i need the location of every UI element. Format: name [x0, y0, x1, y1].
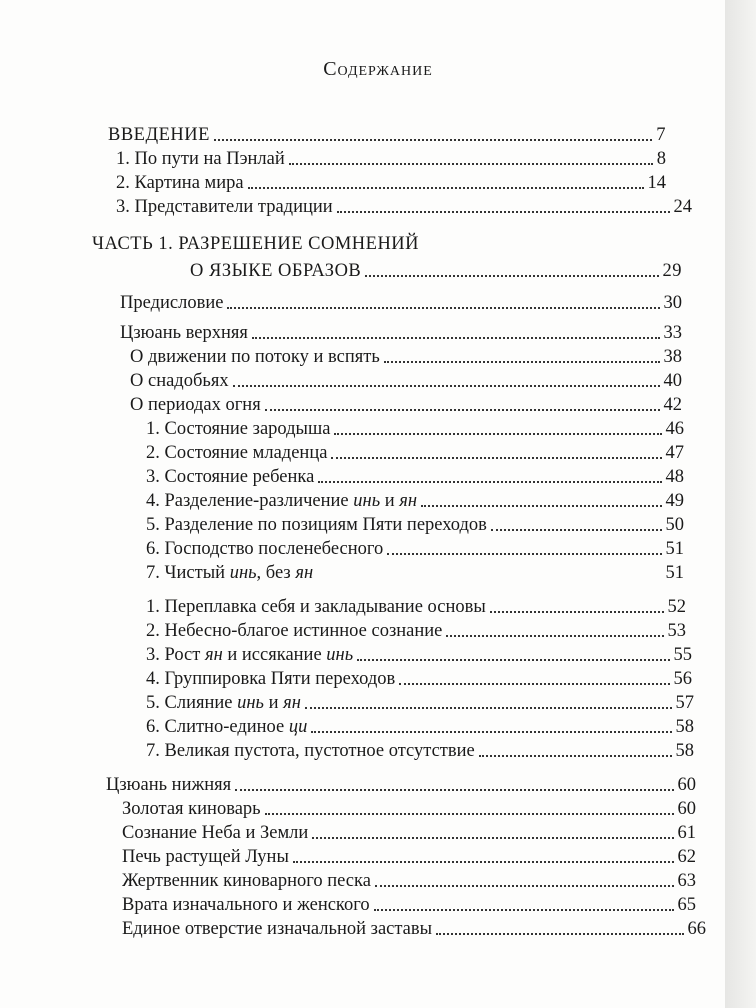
toc-item-label: 7. Чистый инь, без ян [146, 563, 314, 583]
toc-item-label: Печь растущей Луны [122, 847, 289, 867]
page-title: Содержание [323, 58, 433, 80]
toc-item-page: 53 [667, 621, 686, 641]
toc-fire-a-1 [146, 414, 684, 440]
page-edge [725, 0, 756, 1008]
toc-fire-a-4 [146, 486, 684, 512]
toc-item-page: 24 [673, 197, 692, 217]
toc-item-label: Предисловие [120, 293, 224, 313]
toc-part1 [190, 256, 682, 282]
toc-fire-b-3 [146, 640, 692, 666]
toc-item-page: 60 [677, 799, 696, 819]
toc-item-label: 5. Слияние инь и ян [146, 693, 301, 713]
toc-lower-item-5 [122, 890, 696, 916]
toc-lower-juan [106, 770, 696, 796]
toc-item-label: 3. Рост ян и иссякание инь [146, 645, 354, 665]
toc-lower-item-3 [122, 842, 696, 868]
toc-item-label: Сознание Неба и Земли [122, 823, 309, 843]
toc-item-page: 55 [673, 645, 692, 665]
toc-preface [120, 288, 682, 314]
toc-item-label: Единое отверстие изначальной заставы [122, 919, 433, 939]
toc-item-page: 33 [663, 323, 682, 343]
toc-item-page: 57 [675, 693, 694, 713]
toc-item-page: 66 [687, 919, 706, 939]
toc-lower-item-6 [122, 914, 706, 940]
toc-item-page: 46 [665, 419, 684, 439]
toc-item-page: 51 [665, 563, 684, 583]
toc-item-label: 3. Представители традиции [116, 197, 333, 217]
toc-intro-item-1 [116, 144, 666, 170]
toc-fire-b-2 [146, 616, 686, 642]
toc-item-page: 58 [675, 717, 694, 737]
toc-fire-b-1 [146, 592, 686, 618]
toc-fire-b-7 [146, 736, 694, 762]
toc-item-page: 58 [675, 741, 694, 761]
toc-item-label: 3. Состояние ребенка [146, 467, 315, 487]
toc-item-page: 47 [665, 443, 684, 463]
toc-intro-label: ВВЕДЕНИЕ [108, 125, 210, 145]
toc-item-page: 62 [677, 847, 696, 867]
toc-item-label: 7. Великая пустота, пустотное отсутствие [146, 741, 475, 761]
toc-intro-item-3 [116, 192, 692, 218]
toc-item-page: 65 [677, 895, 696, 915]
toc-item-label: 1. По пути на Пэнлай [116, 149, 285, 169]
toc-item-label: Цзюань верхняя [120, 323, 248, 343]
toc-item-label: Золотая киноварь [122, 799, 261, 819]
toc-item-label: Цзюань нижняя [106, 775, 232, 795]
toc-item-label: Жертвенник киноварного песка [122, 871, 371, 891]
toc-fire-a-6 [146, 534, 684, 560]
toc-item-page: 38 [663, 347, 682, 367]
toc-part1-line2: О ЯЗЫКЕ ОБРАЗОВ [190, 261, 362, 281]
toc-fire-a-2 [146, 438, 684, 464]
toc-item-label: 2. Небесно-благое истинное сознание [146, 621, 443, 641]
toc-item-label: 6. Слитно-единое ци [146, 717, 308, 737]
toc-item-page: 56 [673, 669, 692, 689]
toc-item-label: 2. Картина мира [116, 173, 244, 193]
toc-item-label: 4. Группировка Пяти переходов [146, 669, 396, 689]
toc-item-label: 1. Переплавка себя и закладывание основы [146, 597, 486, 617]
toc-item-page: 30 [663, 293, 682, 313]
toc-item-label: О снадобьях [130, 371, 229, 391]
toc-item-label: 5. Разделение по позициям Пяти переходов [146, 515, 487, 535]
toc-item-page: 8 [656, 149, 666, 169]
toc-item-label: 6. Господство посленебесного [146, 539, 384, 559]
toc-item-label: 2. Состояние младенца [146, 443, 328, 463]
toc-item-page: 40 [663, 371, 682, 391]
toc-item-label: Врата изначального и женского [122, 895, 370, 915]
toc-upper-juan [120, 318, 682, 344]
toc-upper-section-2 [130, 366, 682, 392]
toc-fire-a-3 [146, 462, 684, 488]
toc-intro-item-2 [116, 168, 666, 194]
toc-item-page: 51 [665, 539, 684, 559]
toc-item-page: 14 [647, 173, 666, 193]
toc-item-page: 50 [665, 515, 684, 535]
toc-item-page: 61 [677, 823, 696, 843]
toc-item-label: 1. Состояние зародыша [146, 419, 331, 439]
toc-upper-section-1 [130, 342, 682, 368]
toc-item-page: 48 [665, 467, 684, 487]
toc-fire-b-5 [146, 688, 694, 714]
toc-intro-page: 7 [656, 125, 666, 145]
toc-part1-page: 29 [662, 261, 682, 281]
toc-fire-a-5 [146, 510, 684, 536]
toc-item-page: 49 [665, 491, 684, 511]
toc-part1-line1: ЧАСТЬ 1. РАЗРЕШЕНИЕ СОМНЕНИЙ [92, 234, 420, 254]
toc-item-label: О периодах огня [130, 395, 261, 415]
toc-intro [108, 120, 666, 146]
toc-upper-section-3 [130, 390, 682, 416]
toc-fire-a-7 [146, 558, 684, 584]
toc-item-page: 52 [667, 597, 686, 617]
toc-item-page: 42 [663, 395, 682, 415]
toc-item-label: 4. Разделение-различение инь и ян [146, 491, 418, 511]
toc-lower-item-4 [122, 866, 696, 892]
toc-fire-b-4 [146, 664, 692, 690]
toc-item-page: 63 [677, 871, 696, 891]
toc-lower-item-1 [122, 794, 696, 820]
toc-fire-b-6 [146, 712, 694, 738]
toc-lower-item-2 [122, 818, 696, 844]
toc-item-label: О движении по потоку и вспять [130, 347, 380, 367]
toc-item-page: 60 [677, 775, 696, 795]
